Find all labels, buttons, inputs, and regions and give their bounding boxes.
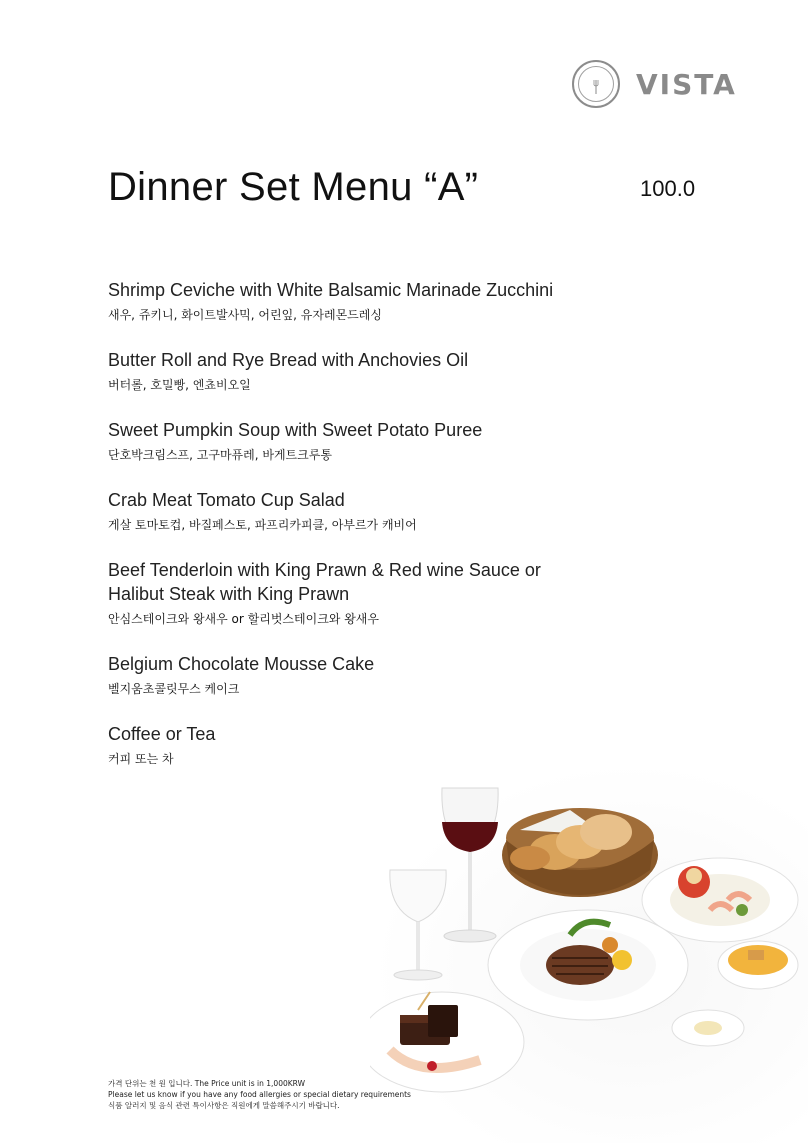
price-unit-note: 가격 단위는 천 원 입니다. The Price unit is in 1,000KRW	[108, 1079, 305, 1088]
course-name-ko: 단호박크림스프, 고구마퓨레, 바게트크루통	[108, 448, 332, 462]
course-item	[108, 652, 668, 700]
allergy-note-en: Please let us know if you have any food allergies or special dietary requirements	[108, 1090, 411, 1099]
course-item	[108, 418, 668, 466]
soup-bowl-image	[718, 941, 798, 989]
course-name-en: Crab Meat Tomato Cup Salad	[108, 490, 345, 510]
course-name-en: Shrimp Ceviche with White Balsamic Marinade Zucchini	[108, 280, 554, 300]
course-name-en: Butter Roll and Rye Bread with Anchovies Oil	[108, 350, 469, 370]
course-name-en: Sweet Pumpkin Soup with Sweet Potato Puree	[108, 420, 483, 440]
butter-dish-image	[672, 1010, 744, 1046]
water-glass-image	[390, 870, 446, 980]
course-name-ko: 안심스테이크와 왕새우 or 할리벗스테이크와 왕새우	[108, 612, 379, 626]
course-item	[108, 488, 668, 536]
course-item	[108, 558, 668, 630]
steak-plate-image	[488, 910, 688, 1020]
allergy-note-ko: 식품 알러지 및 음식 관련 특이사항은 직원에게 말씀해주시기 바랍니다.	[108, 1101, 340, 1110]
course-name-ko: 게살 토마토컵, 바질페스토, 파프리카피클, 아부르가 캐비어	[108, 518, 417, 532]
course-name-ko: 버터롤, 호밀빵, 엔쵸비오일	[108, 378, 251, 392]
course-name-ko: 커피 또는 차	[108, 752, 174, 766]
course-name-en: Coffee or Tea	[108, 724, 216, 744]
course-item	[108, 348, 668, 396]
restaurant-logo	[572, 60, 742, 110]
course-name-ko: 벨지움초콜릿무스 케이크	[108, 682, 240, 696]
wine-glass-image	[442, 788, 498, 942]
course-list	[108, 278, 668, 792]
dessert-plate-image	[370, 992, 524, 1092]
menu-price: 100.0	[640, 176, 696, 201]
menu-title: Dinner Set Menu “A”	[108, 165, 479, 209]
brand-name: VISTA	[636, 68, 737, 101]
course-name-ko: 새우, 쥬키니, 화이트발사믹, 어린잎, 유자레몬드레싱	[108, 308, 382, 322]
course-name-en: Belgium Chocolate Mousse Cake	[108, 654, 375, 674]
restaurant-seal-icon	[572, 60, 620, 108]
bread-basket-image	[502, 808, 658, 897]
course-name-en: Beef Tenderloin with King Prawn & Red wine Sauce or Halibut Steak with King Prawn	[108, 560, 541, 604]
course-item	[108, 278, 668, 326]
price-and-allergy-notice	[108, 1078, 528, 1111]
salad-plate-image	[642, 858, 798, 942]
